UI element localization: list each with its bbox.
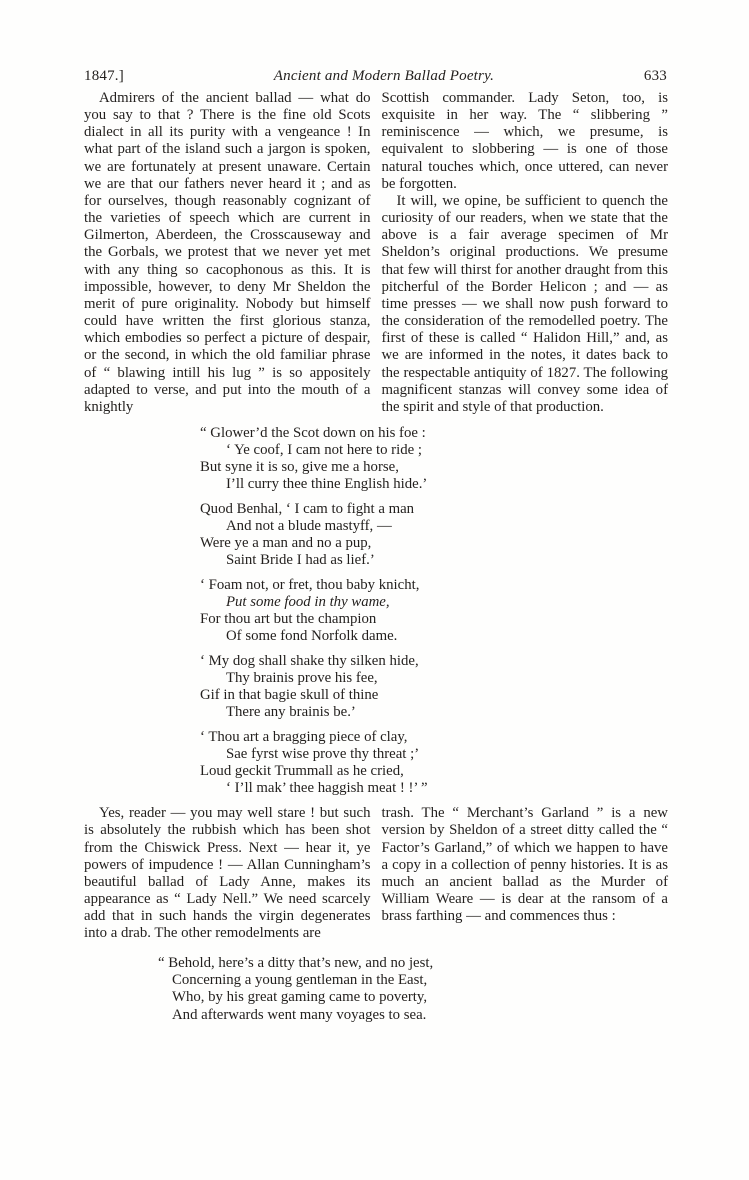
paragraph: trash. The “ Merchant’s Garland ” is a new version by Sheldon of a street ditty called the “ Factor’s Garland,” of which we happen to have a copy in a collection of penny histories. It is as much an ancient ballad as the Murder of William Weare — is dear at the ransom of a brass farthing — and commences thus : xyxy=(381,805,668,925)
poem-line: There any brainis be.’ xyxy=(226,704,356,721)
poem-stanza xyxy=(200,729,689,797)
closing-verse xyxy=(158,955,689,1025)
poem-line-italic: Put some food in thy wame, xyxy=(226,594,390,611)
paragraph: Yes, reader — you may well stare ! but such is absolutely the rubbish which has been shot from the Chiswick Press. Next — hear it, ye powers of impudence ! — Allan Cunningham’s beautiful ballad of Lady Anne, makes its appearance as “ Lady Nell.” We need scarcely add that in such hands the virgin degenerates into a drab. The other remodelments are xyxy=(84,805,371,942)
poem-stanza xyxy=(200,653,689,721)
page-number: 633 xyxy=(643,68,667,84)
poem-line: But syne it is so, give me a horse, xyxy=(200,459,399,475)
poem-stanza xyxy=(200,501,689,569)
verse-line: And afterwards went many voyages to sea. xyxy=(172,1006,427,1023)
poem-line: ‘ I’ll mak’ thee haggish meat ! !’ ” xyxy=(226,780,428,797)
paragraph: Scottish commander. Lady Seton, too, is exquisite in her way. The “ slibbering ” reminiscence — which, we presume, is equivalent to slobbering — is one of those natural touches which, once uttered, can never be forgotten. xyxy=(381,90,668,192)
poem-line: “ Glower’d the Scot down on his foe : xyxy=(200,424,426,441)
poem-line: ‘ My dog shall shake thy silken hide, xyxy=(200,653,419,670)
verse-line: Concerning a young gentleman in the East, xyxy=(172,971,428,988)
poem-line: For thou art but the champion xyxy=(200,611,377,628)
poem-line: Of some fond Norfolk dame. xyxy=(226,628,398,645)
text-columns-bottom xyxy=(0,805,749,942)
poem-line: Thy brainis prove his fee, xyxy=(226,670,378,687)
poem-line: Loud geckit Trummall as he cried, xyxy=(200,763,404,780)
poem-line: ‘ Ye coof, I cam not here to ride ; xyxy=(226,441,423,458)
header-year-label: 1847.] xyxy=(84,68,124,84)
poem-line: Quod Benhal, ‘ I cam to fight a man xyxy=(200,501,415,518)
poem-halidon-hill xyxy=(200,425,689,797)
poem-line: Gif in that bagie skull of thine xyxy=(200,687,379,704)
verse-line: “ Behold, here’s a ditty that’s new, and no jest, xyxy=(158,954,434,971)
poem-stanza xyxy=(200,425,689,493)
poem-line: ‘ Thou art a bragging piece of clay, xyxy=(200,729,408,746)
poem-line: Sae fyrst wise prove thy threat ;’ xyxy=(226,746,420,763)
text-columns-top xyxy=(0,90,749,416)
verse-line: Who, by his great gaming came to poverty, xyxy=(172,989,428,1006)
poem-line: And not a blude mastyff, — xyxy=(226,518,392,535)
poem-line: Were ye a man and no a pup, xyxy=(200,535,372,552)
left-column-top xyxy=(84,90,371,416)
poem-line: Saint Bride I had as lief.’ xyxy=(226,552,375,569)
running-title: Ancient and Modern Ballad Poetry. xyxy=(273,68,495,84)
page-header xyxy=(0,0,749,85)
poem-line: ‘ Foam not, or fret, thou baby knicht, xyxy=(200,577,420,594)
paragraph: Admirers of the ancient ballad — what do you say to that ? There is the fine old Scots dialect in all its purity with a vengeance ! In what part of the island such a jargon is spoken, we are fortunately at present unaware. Certain we are that our fathers never heard it ; and as for ourselves, though reasonably cognizant of the varieties of speech which are current in Gilmerton, Aberdeen, the Crosscauseway and the Gorbals, we protest that we never yet met with any thing so cacophonous as this. It is impossible, however, to deny Mr Sheldon the merit of pure originality. Nobody but himself could have written the first glorious stanza, which embodies so perfect a picture of despair, or the second, in which the old familiar phrase of “ blawing intill his lug ” is so appositely adapted to verse, and put into the mouth of a knightly xyxy=(84,90,371,415)
right-column-bottom xyxy=(382,805,669,942)
paragraph: It will, we opine, be sufficient to quench the curiosity of our readers, when we state that the above is a fair average specimen of Mr Sheldon’s original productions. We presume that few will thirst for another draught from this pitcherful of the Border Helicon ; and — as time presses — we shall now push forward to the consideration of the remodelled poetry. The first of these is called “ Halidon Hill,” and, as we are informed in the notes, it dates back to the respectable antiquity of 1827. The following magnificent stanzas will convey some idea of the spirit and style of that production. xyxy=(381,192,668,415)
left-column-bottom xyxy=(84,805,371,942)
poem-stanza xyxy=(200,577,689,645)
right-column-top xyxy=(382,90,669,416)
poem-line: I’ll curry thee thine English hide.’ xyxy=(226,476,428,493)
